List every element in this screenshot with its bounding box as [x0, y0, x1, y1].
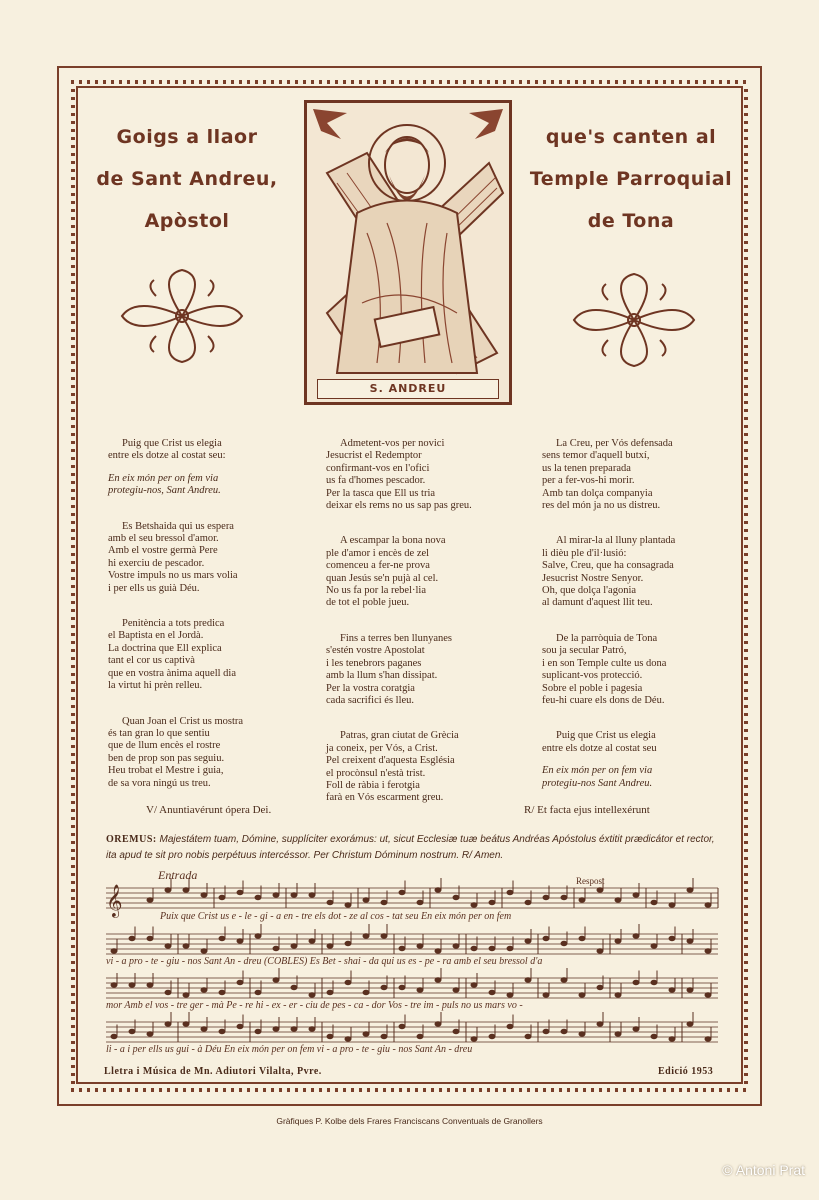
treble-clef-icon: 𝄞	[106, 884, 123, 917]
note-head	[111, 949, 117, 953]
staff-4	[106, 1022, 718, 1042]
note-head	[399, 890, 405, 894]
note-head	[345, 980, 351, 984]
note-head	[363, 934, 369, 938]
note-head	[327, 1034, 333, 1038]
note-head	[633, 980, 639, 984]
note-head	[543, 895, 549, 899]
note-head	[255, 1029, 261, 1033]
verse-line: li dièu ple d'il·lusió:	[542, 547, 627, 559]
note-head	[525, 900, 531, 904]
note-head	[633, 934, 639, 938]
verse-line: us fa d'homes pescador.	[326, 475, 426, 487]
note-head	[705, 993, 711, 997]
note-head	[165, 990, 171, 994]
note-head	[291, 985, 297, 989]
note-head	[417, 1034, 423, 1038]
note-head	[525, 978, 531, 982]
note-head	[435, 978, 441, 982]
note-head	[219, 990, 225, 994]
note-head	[201, 893, 207, 897]
verse-line: de sa vora ningú us treu.	[108, 777, 211, 789]
note-head	[615, 993, 621, 997]
note-head	[471, 983, 477, 987]
note-head	[489, 1034, 495, 1038]
verse-line: hi exerciu de pescador.	[108, 557, 205, 569]
note-head	[579, 1032, 585, 1036]
note-head	[525, 939, 531, 943]
note-head	[417, 900, 423, 904]
title-right-line-2: Temple Parroquial	[529, 168, 733, 190]
verse-column-2	[326, 438, 472, 828]
note-head	[633, 1027, 639, 1031]
note-head	[381, 900, 387, 904]
note-head	[255, 934, 261, 938]
verse-line: Amb el vostre germà Pere	[108, 545, 218, 557]
versicle: V/ Anuntiavérunt ópera Dei.	[146, 804, 272, 816]
lyrics-line-4: li - a i per ells us gui - à Déu En eix món per on fem vi - a pro - te - giu - nos Sant An - dreu	[106, 1044, 473, 1055]
verse-line: De la parròquia de Tona	[556, 632, 658, 644]
note-head	[651, 980, 657, 984]
verse-line: el procònsul n'està trist.	[326, 767, 426, 779]
verse-line: entre els dotze al costat seu:	[108, 450, 226, 462]
note-head	[291, 893, 297, 897]
note-head	[363, 1032, 369, 1036]
lyrics-line-3: mor Amb el vos - tre ger - mà Pe - re hi - ex - er - ciu de pes - ca - dor Vos - tre im - puls no us mars vo -	[106, 1000, 523, 1011]
verse-line: Vostre impuls no us mars volia	[108, 570, 238, 582]
verse-line: i en son Temple culte us dona	[542, 657, 667, 669]
note-head	[687, 888, 693, 892]
note-head	[579, 993, 585, 997]
verse-line: Al mirar-la al lluny plantada	[556, 535, 676, 547]
title-right	[520, 116, 742, 242]
verse-line: A escampar la bona nova	[340, 535, 446, 547]
note-head	[597, 949, 603, 953]
oremus-label: OREMUS:	[106, 834, 157, 845]
note-head	[345, 941, 351, 945]
note-head	[615, 939, 621, 943]
verse-line: amb la llum s'han dissipat.	[326, 670, 438, 682]
verse-line: Sobre el poble i pagesia	[542, 682, 643, 694]
verse-line: La doctrina que Ell explica	[108, 642, 222, 654]
note-head	[309, 893, 315, 897]
verse-line: Es Betshaida qui us espera	[122, 520, 234, 532]
note-head	[363, 898, 369, 902]
ornament-left-icon	[116, 266, 248, 366]
verse-line: per a fer-vos-hi morir.	[542, 475, 635, 487]
note-head	[453, 988, 459, 992]
verse-line: Foll de ràbia i ferotgia	[326, 779, 420, 791]
note-head	[129, 983, 135, 987]
verse-line: Quan Joan el Crist us mostra	[122, 715, 244, 727]
note-head	[489, 990, 495, 994]
note-head	[273, 978, 279, 982]
stanza	[542, 438, 675, 512]
note-head	[471, 946, 477, 950]
note-head	[255, 990, 261, 994]
verse-line: al damunt d'aquest llit teu.	[542, 597, 653, 609]
stanza	[542, 730, 675, 790]
note-head	[147, 936, 153, 940]
note-head	[165, 1022, 171, 1026]
note-head	[579, 936, 585, 940]
note-head	[615, 1032, 621, 1036]
note-head	[237, 890, 243, 894]
note-head	[543, 993, 549, 997]
verse-line: ja coneix, per Vós, a Crist.	[326, 742, 438, 754]
title-left-line-3: Apòstol	[144, 210, 230, 232]
stanza	[326, 730, 472, 804]
verse-line: és tan gran lo que sentiu	[108, 727, 210, 739]
note-head	[129, 1029, 135, 1033]
note-head	[597, 888, 603, 892]
note-head	[633, 893, 639, 897]
note-head	[237, 939, 243, 943]
note-head	[453, 944, 459, 948]
note-head	[291, 944, 297, 948]
note-head	[147, 898, 153, 902]
note-head	[273, 1027, 279, 1031]
lyrics-line-2: vi - a pro - te - giu - nos Sant An - dreu (COBLES) Es Bet - shai - da qui us es - pe - ra amb el seu bressol d'a	[106, 956, 543, 967]
note-head	[651, 900, 657, 904]
verse-line: farà en Vós escarment greu.	[326, 792, 444, 804]
respost-label: Respost	[576, 876, 605, 886]
stanza	[108, 438, 243, 498]
verse-line: suplicant-vos protecció.	[542, 670, 643, 682]
verse-line: ple d'amor i encès de zel	[326, 547, 430, 559]
verse-line: En eix món per on fem via	[108, 472, 219, 484]
note-head	[219, 895, 225, 899]
note-head	[147, 1032, 153, 1036]
verse-line: protegiu-nos, Sant Andreu.	[108, 485, 221, 497]
note-head	[669, 936, 675, 940]
note-head	[165, 944, 171, 948]
note-head	[543, 1029, 549, 1033]
note-head	[273, 946, 279, 950]
note-head	[453, 1029, 459, 1033]
verse-line: Jesucrist el Redemptor	[326, 450, 422, 462]
music-score	[100, 866, 720, 1066]
stanza	[326, 438, 472, 512]
title-right-line-1: que's canten al	[545, 126, 717, 148]
note-head	[561, 941, 567, 945]
note-head	[345, 1037, 351, 1041]
stanza	[108, 521, 243, 595]
note-head	[669, 903, 675, 907]
ornament-right-icon	[568, 270, 700, 370]
verse-line: Heu trobat el Mestre i guia,	[108, 765, 224, 777]
oremus-text: Majestátem tuam, Dómine, supplíciter exorámus: ut, sicut Ecclesiæ tuæ beátus Andréas Apóstolus éxtitit prædicátor et rector, ita apud te sit pro nobis perpétuus intercéssor. Per Christum Dóminum nostrum. R/ Amen.	[106, 834, 715, 861]
verse-line: ben de prop son pas seguiu.	[108, 752, 225, 764]
verse-line: cada sacrifici és lleu.	[326, 694, 415, 706]
verse-line: tant el cor us captivà	[108, 655, 195, 667]
note-head	[417, 944, 423, 948]
verse-line: el Baptista en el Jordà.	[108, 630, 204, 642]
note-head	[363, 990, 369, 994]
verse-line: res del món ja no us distreu.	[542, 500, 661, 512]
stanza	[326, 633, 472, 707]
note-head	[381, 985, 387, 989]
note-head	[327, 990, 333, 994]
stanza	[108, 618, 243, 692]
verse-line: sou ja secular Patró,	[542, 645, 627, 657]
verse-line: deixar els rems no us sap pas greu.	[326, 500, 472, 512]
note-head	[705, 903, 711, 907]
verse-line: La Creu, per Vós defensada	[556, 438, 673, 449]
note-head	[183, 993, 189, 997]
note-head	[381, 1034, 387, 1038]
verse-line: Puig que Crist us elegia	[556, 730, 656, 742]
note-head	[687, 1022, 693, 1026]
note-head	[507, 946, 513, 950]
note-head	[399, 946, 405, 950]
note-head	[327, 944, 333, 948]
note-head	[345, 903, 351, 907]
verse-line: i per ells us guià Déu.	[108, 582, 200, 594]
verse-line: Salve, Creu, que ha consagrada	[542, 560, 674, 572]
verse-column-1	[108, 438, 243, 813]
stanza	[108, 716, 243, 790]
verse-line: Per la tasca que Ell us tria	[326, 487, 436, 499]
verse-line: No us fa por la rebel·lia	[326, 585, 427, 597]
note-head	[489, 946, 495, 950]
title-left	[76, 116, 298, 242]
verse-line: Pel creixent d'aquesta Església	[326, 755, 455, 767]
note-head	[597, 1022, 603, 1026]
staff-1	[106, 888, 718, 908]
note-head	[237, 1024, 243, 1028]
note-head	[705, 1037, 711, 1041]
note-head	[669, 988, 675, 992]
note-head	[561, 978, 567, 982]
verse-line: i les tenebrors paganes	[326, 657, 422, 669]
woodcut-caption: S. ANDREU	[317, 379, 499, 399]
verse-line: Fins a terres ben llunyanes	[340, 632, 452, 644]
saint-andrew-woodcut	[304, 100, 512, 405]
lyrics-line-1: Puix que Crist us e - le - gi - a en - tre els dot - ze al cos - tat seu En eix món per on fem	[160, 911, 512, 922]
title-left-line-1: Goigs a llaor	[116, 126, 258, 148]
note-head	[111, 983, 117, 987]
note-head	[237, 980, 243, 984]
verse-line: comenceu a fer-ne prova	[326, 560, 430, 572]
note-head	[201, 1027, 207, 1031]
verse-line: us la tenen preparada	[542, 462, 631, 474]
note-head	[471, 1037, 477, 1041]
note-head	[129, 936, 135, 940]
note-head	[687, 988, 693, 992]
note-head	[489, 900, 495, 904]
note-head	[255, 895, 261, 899]
verse-line: confirmant-vos en l'ofici	[326, 462, 430, 474]
verse-line: amb el seu bressol d'amor.	[108, 533, 219, 545]
title-left-line-2: de Sant Andreu,	[96, 168, 278, 190]
note-head	[417, 988, 423, 992]
note-head	[399, 1024, 405, 1028]
note-head	[687, 939, 693, 943]
verse-line: Amb tan dolça companyia	[542, 487, 653, 499]
verse-line: que de llum encès el rostre	[108, 740, 221, 752]
note-head	[507, 1024, 513, 1028]
verse-line: En eix món per on fem via	[542, 765, 653, 777]
verse-line: feu-hi cuare els dons de Déu.	[542, 694, 665, 706]
verse-line: s'estén vostre Apostolat	[326, 645, 425, 657]
note-head	[201, 949, 207, 953]
note-head	[471, 903, 477, 907]
note-head	[579, 898, 585, 902]
verse-column-3	[542, 438, 675, 813]
verse-line: que en vostra ànima aquell dia	[108, 667, 236, 679]
verse-line: Per la vostra coratgia	[326, 682, 415, 694]
note-head	[309, 1027, 315, 1031]
note-head	[219, 1029, 225, 1033]
credit-edition: Edició 1953	[658, 1066, 714, 1077]
note-head	[507, 890, 513, 894]
note-head	[507, 993, 513, 997]
note-head	[183, 888, 189, 892]
verse-line: Penitència a tots predica	[122, 618, 225, 630]
verse-line: Jesucrist Nostre Senyor.	[542, 572, 644, 584]
stanza	[542, 535, 675, 609]
verse-line: quan Jesús se'n pujà al cel.	[326, 572, 439, 584]
stanza	[542, 633, 675, 707]
staff-2	[106, 934, 718, 954]
title-right-line-3: de Tona	[587, 210, 675, 232]
note-head	[453, 895, 459, 899]
note-head	[615, 898, 621, 902]
printer-imprint: Gràfiques P. Kolbe dels Frares Franciscans Conventuals de Granollers	[276, 1116, 543, 1126]
note-head	[435, 949, 441, 953]
note-head	[651, 1034, 657, 1038]
note-head	[219, 936, 225, 940]
verse-line: Patras, gran ciutat de Grècia	[340, 730, 459, 742]
note-head	[435, 1022, 441, 1026]
note-head	[399, 985, 405, 989]
note-head	[525, 1034, 531, 1038]
staff-3	[106, 978, 718, 998]
verse-line: sens temor d'aquell butxí,	[542, 450, 650, 462]
verse-line: entre els dotze al costat seu	[542, 742, 657, 754]
note-head	[273, 893, 279, 897]
note-head	[309, 939, 315, 943]
response: R/ Et facta ejus intellexérunt	[524, 804, 650, 816]
note-head	[381, 934, 387, 938]
note-head	[309, 993, 315, 997]
note-head	[597, 985, 603, 989]
note-head	[201, 988, 207, 992]
note-head	[669, 1037, 675, 1041]
note-head	[561, 1029, 567, 1033]
verse-line: protegiu-nos Sant Andreu.	[542, 777, 653, 789]
saint-andrew-figure-icon	[307, 103, 509, 402]
credit-author: Lletra i Música de Mn. Adiutori Vilalta, Pvre.	[104, 1066, 322, 1077]
verse-line: la virtut hi prèn relleu.	[108, 680, 203, 692]
note-head	[543, 936, 549, 940]
note-head	[705, 949, 711, 953]
note-head	[147, 983, 153, 987]
note-head	[183, 1022, 189, 1026]
verse-line: de tot el poble jueu.	[326, 597, 410, 609]
oremus-prayer	[106, 832, 716, 864]
note-head	[183, 944, 189, 948]
note-head	[165, 888, 171, 892]
verse-line: Puig que Crist us elegia	[122, 438, 222, 449]
copyright-watermark: © Antoni Prat	[722, 1162, 805, 1178]
note-head	[561, 895, 567, 899]
verse-line: Admetent-vos per novici	[340, 438, 445, 449]
note-head	[327, 900, 333, 904]
note-head	[291, 1027, 297, 1031]
note-head	[651, 944, 657, 948]
entrada-label: Entrada	[158, 868, 198, 882]
note-head	[435, 888, 441, 892]
verse-line: Oh, que dolça l'agonia	[542, 585, 637, 597]
note-head	[111, 1034, 117, 1038]
stanza	[326, 535, 472, 609]
